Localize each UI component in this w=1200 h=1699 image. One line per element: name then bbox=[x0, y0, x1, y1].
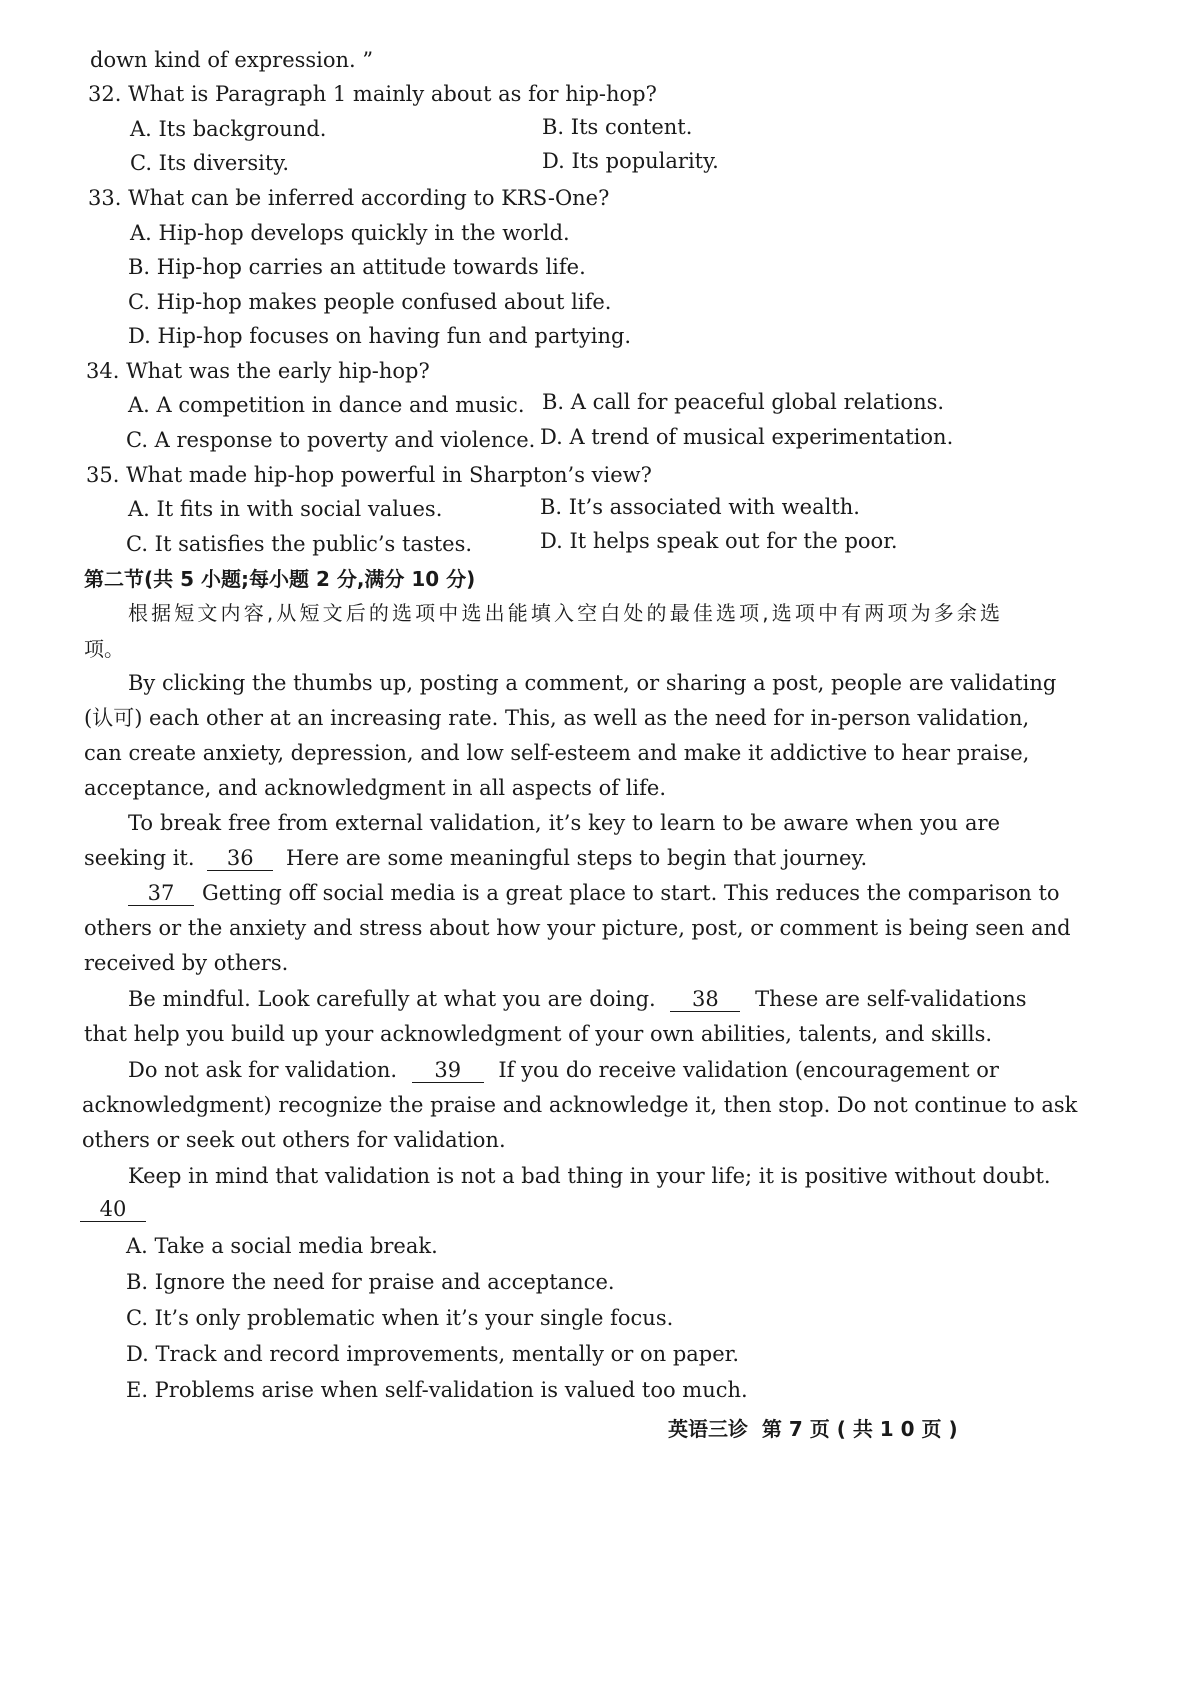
passage-p5-line1-pre: Do not ask for validation. bbox=[128, 1058, 398, 1082]
choice-b: B. Ignore the need for praise and acceptance. bbox=[126, 1270, 615, 1294]
question-35-option-c: C. It satisfies the public’s tastes. bbox=[126, 532, 473, 556]
choice-d: D. Track and record improvements, mentally or on paper. bbox=[126, 1342, 740, 1366]
question-35-option-b: B. It’s associated with wealth. bbox=[540, 495, 860, 519]
passage-p2-line2 bbox=[84, 845, 867, 871]
passage-p1-line2: (认可) each other at an increasing rate. This, as well as the need for in-person validation, bbox=[84, 706, 1030, 730]
passage-p1-line3: can create anxiety, depression, and low self-esteem and make it addictive to hear praise, bbox=[84, 741, 1030, 765]
blank-37[interactable]: 37 bbox=[128, 881, 194, 906]
question-34-option-b: B. A call for peaceful global relations. bbox=[542, 390, 945, 414]
question-35-option-d: D. It helps speak out for the poor. bbox=[540, 529, 898, 553]
page-footer: 英语三诊 第 7 页 ( 共 1 0 页 ) bbox=[668, 1417, 958, 1441]
passage-p2-line2-post: Here are some meaningful steps to begin that journey. bbox=[285, 846, 868, 870]
passage-p1-line4: acceptance, and acknowledgment in all aspects of life. bbox=[84, 776, 667, 800]
question-33-option-c: C. Hip-hop makes people confused about life. bbox=[128, 290, 612, 314]
blank-38[interactable]: 38 bbox=[670, 987, 740, 1012]
passage-p5-line1 bbox=[128, 1057, 999, 1083]
question-34-option-c: C. A response to poverty and violence. bbox=[126, 428, 536, 452]
passage-p2-line2-pre: seeking it. bbox=[84, 846, 195, 870]
passage-p5-line1-post: If you do receive validation (encouragement or bbox=[498, 1058, 999, 1082]
passage-p5-line2: acknowledgment) recognize the praise and acknowledge it, then stop. Do not continue to ask bbox=[82, 1093, 1078, 1117]
passage-p2-line1: To break free from external validation, it’s key to learn to be aware when you are bbox=[128, 811, 1000, 835]
passage-p6-line1: Keep in mind that validation is not a bad thing in your life; it is positive without doubt. bbox=[128, 1164, 1051, 1188]
question-32-option-d: D. Its popularity. bbox=[542, 149, 719, 173]
passage-p5-line3: others or seek out others for validation. bbox=[82, 1128, 506, 1152]
blank-39[interactable]: 39 bbox=[412, 1058, 484, 1083]
passage-p4-line1 bbox=[128, 986, 1027, 1012]
blank-36[interactable]: 36 bbox=[207, 846, 273, 871]
continuation-text: down kind of expression. ” bbox=[90, 48, 374, 72]
passage-p4-line1-pre: Be mindful. Look carefully at what you are doing. bbox=[128, 987, 656, 1011]
question-35-stem: 35. What made hip-hop powerful in Sharpton’s view? bbox=[86, 463, 652, 487]
question-32-stem: 32. What is Paragraph 1 mainly about as for hip-hop? bbox=[88, 82, 657, 106]
blank-40[interactable]: 40 bbox=[80, 1197, 146, 1222]
passage-p3-line3: received by others. bbox=[84, 951, 289, 975]
question-32-option-c: C. Its diversity. bbox=[130, 151, 290, 175]
section-2-instruction-line2: 项。 bbox=[84, 637, 124, 661]
passage-p3-line1-post: Getting off social media is a great place to start. This reduces the comparison to bbox=[202, 881, 1060, 905]
question-32-option-a: A. Its background. bbox=[130, 117, 327, 141]
question-33-option-a: A. Hip-hop develops quickly in the world. bbox=[130, 221, 570, 245]
passage-p3-line1 bbox=[128, 880, 1060, 906]
question-33-option-b: B. Hip-hop carries an attitude towards life. bbox=[128, 255, 586, 279]
passage-p4-line1-post: These are self-validations bbox=[755, 987, 1027, 1011]
choice-a: A. Take a social media break. bbox=[126, 1234, 438, 1258]
passage-p1-line1: By clicking the thumbs up, posting a comment, or sharing a post, people are validating bbox=[128, 671, 1057, 695]
question-32-option-b: B. Its content. bbox=[542, 115, 693, 139]
passage-p4-line2: that help you build up your acknowledgment of your own abilities, talents, and skills. bbox=[84, 1022, 993, 1046]
question-33-stem: 33. What can be inferred according to KRS-One? bbox=[88, 186, 610, 210]
question-34-option-a: A. A competition in dance and music. bbox=[128, 393, 525, 417]
section-2-heading: 第二节(共 5 小题;每小题 2 分,满分 10 分) bbox=[84, 567, 476, 591]
passage-p6-line2 bbox=[80, 1196, 146, 1222]
question-33-option-d: D. Hip-hop focuses on having fun and partying. bbox=[128, 324, 632, 348]
question-34-stem: 34. What was the early hip-hop? bbox=[86, 359, 430, 383]
section-2-instruction-line1: 根据短文内容,从短文后的选项中选出能填入空白处的最佳选项,选项中有两项为多余选 bbox=[128, 601, 1000, 625]
question-34-option-d: D. A trend of musical experimentation. bbox=[540, 425, 954, 449]
question-35-option-a: A. It fits in with social values. bbox=[128, 497, 443, 521]
choice-e: E. Problems arise when self-validation is valued too much. bbox=[126, 1378, 748, 1402]
choice-c: C. It’s only problematic when it’s your single focus. bbox=[126, 1306, 674, 1330]
passage-p3-line2: others or the anxiety and stress about how your picture, post, or comment is being seen and bbox=[84, 916, 1071, 940]
